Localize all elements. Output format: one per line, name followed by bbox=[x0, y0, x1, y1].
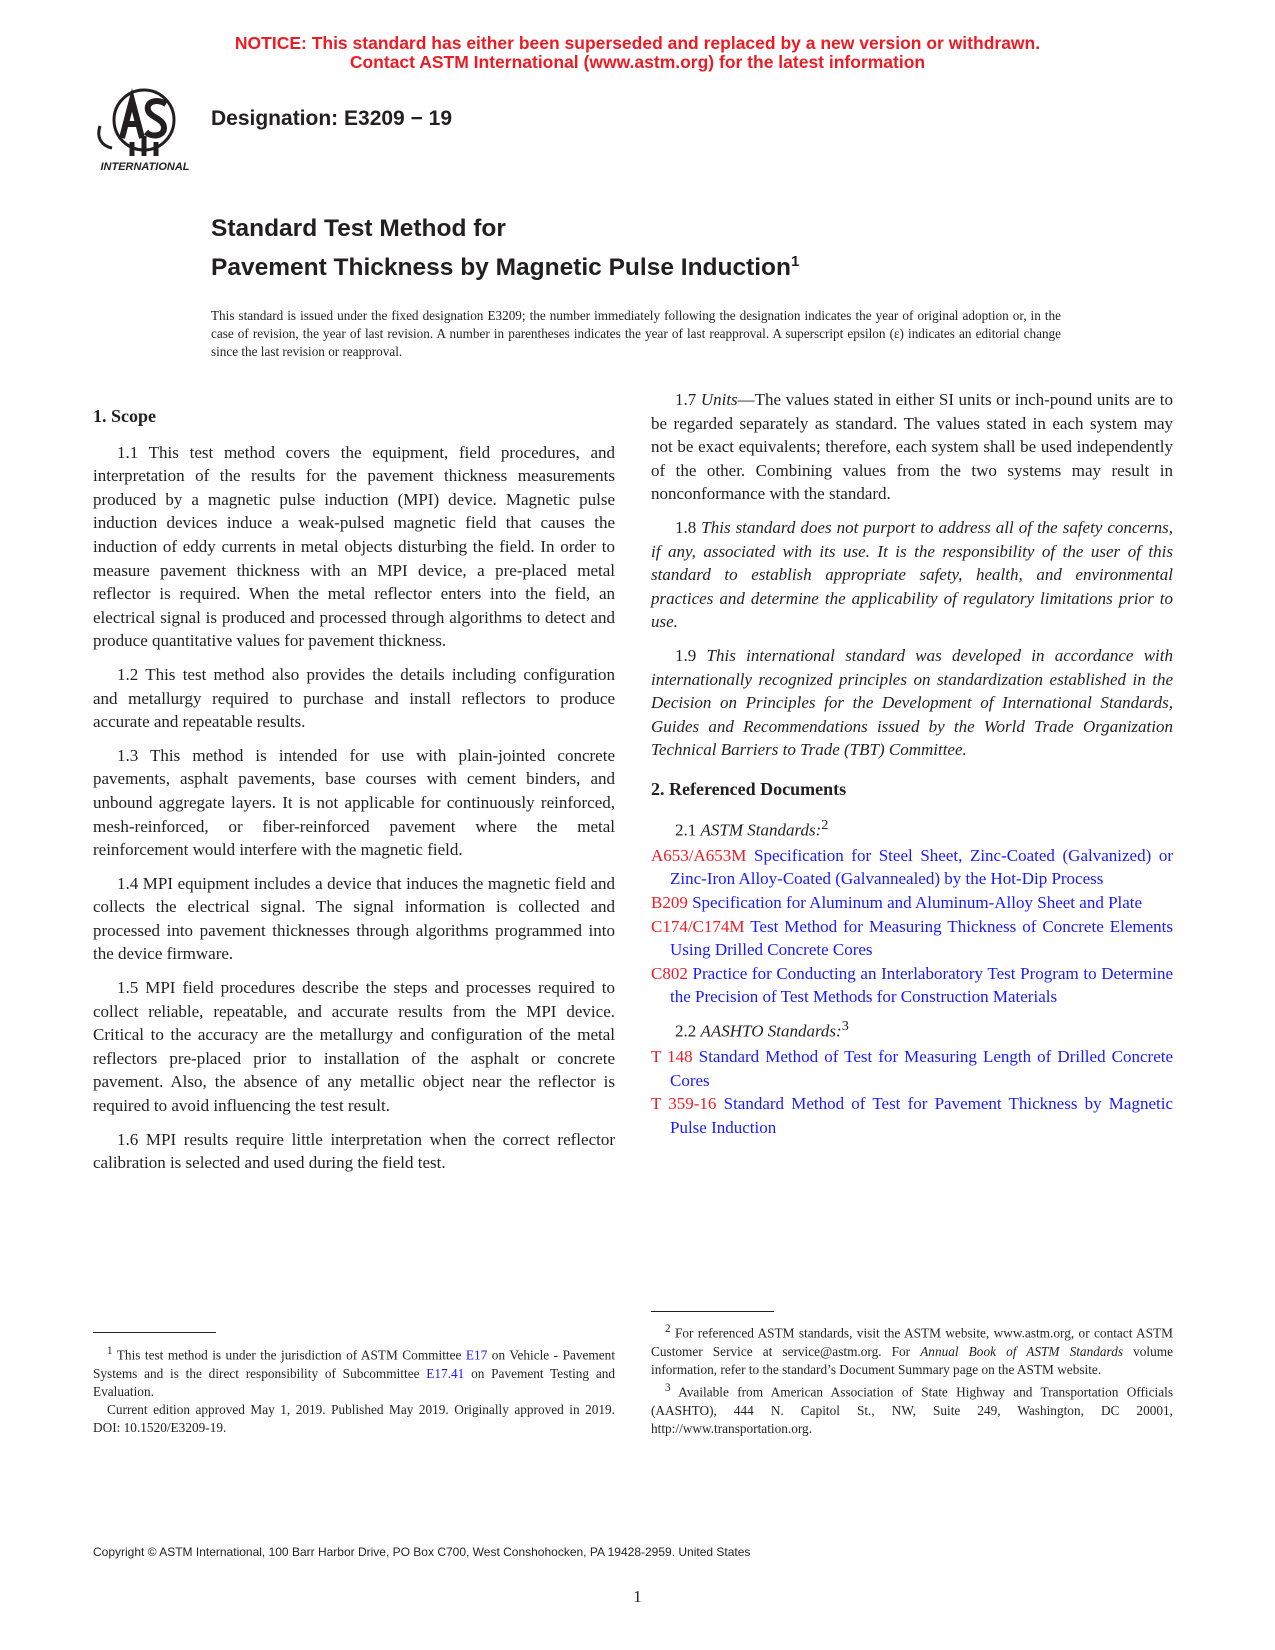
footnote-1-edition: Current edition approved May 1, 2019. Published May 2019. Originally approved in 2019. DOI: 10.1520/E3209-19. bbox=[93, 1402, 615, 1436]
page-number: 1 bbox=[633, 1587, 642, 1606]
referenced-documents-heading: 2. Referenced Documents bbox=[651, 778, 847, 799]
paragraph-1-8 bbox=[651, 516, 1173, 634]
p1-7-text: —The values stated in either SI units or inch-pound units are to be regarded separately as standard. The values stated in each system may not be exact equivalents; therefore, each system shall be used independently of the other. Combining values from the two systems may result in nonconformance with the standard. bbox=[651, 390, 1173, 504]
footnote-rule-left bbox=[93, 1332, 216, 1333]
p1-9-num: 1.9 bbox=[675, 645, 697, 665]
title-footnote-mark: 1 bbox=[791, 253, 800, 270]
logo-text: INTERNATIONAL bbox=[100, 161, 190, 173]
fn1-text-b: on Vehicle - Pavement Systems and is the direct responsibility of Subcommittee bbox=[93, 1347, 616, 1381]
astm-label: ASTM Standards: bbox=[700, 820, 822, 840]
subcommittee-e1741-link[interactable]: E17.41 bbox=[426, 1365, 465, 1381]
astm-standards-subheading bbox=[675, 814, 1173, 842]
astm-logo-icon bbox=[92, 86, 198, 176]
right-column bbox=[651, 388, 1173, 1140]
reference-item[interactable] bbox=[651, 1045, 1173, 1092]
fn3-text: Available from American Association of State Highway and Transportation Officials (AASHTO), 444 N. Capitol St., NW, Suite 249, Washington, DC 20001, http://www.transportation.org. bbox=[651, 1384, 1173, 1436]
title-line-2-text: Pavement Thickness by Magnetic Pulse Induction bbox=[211, 254, 791, 282]
reference-code[interactable]: T 148 bbox=[651, 1047, 693, 1067]
fn2-mark: 2 bbox=[665, 1323, 671, 1335]
p1-7-label: Units bbox=[700, 390, 738, 409]
astm-reference-list bbox=[651, 844, 1173, 1009]
aashto-reference-list bbox=[651, 1045, 1173, 1139]
reference-title[interactable]: Standard Method of Test for Pavement Thickness by Magnetic Pulse Induction bbox=[670, 1094, 1173, 1137]
fn1-text-a: This test method is under the jurisdiction of ASTM Committee bbox=[116, 1347, 462, 1363]
aashto-standards-subheading bbox=[675, 1015, 1173, 1043]
aashto-num: 2.2 bbox=[675, 1021, 697, 1041]
footnote-rule-right bbox=[651, 1311, 774, 1312]
astm-footnote-mark: 2 bbox=[821, 816, 829, 833]
paragraph-1-9 bbox=[651, 644, 1173, 762]
copyright-line: Copyright © ASTM International, 100 Barr Harbor Drive, PO Box C700, West Conshohocken, PA 19428-2959. United States bbox=[93, 1545, 751, 1559]
committee-e17-link[interactable]: E17 bbox=[465, 1347, 488, 1363]
reference-code[interactable]: A653/A653M bbox=[651, 845, 747, 865]
fn1-text-c: on Pavement Testing and Evaluation. bbox=[93, 1365, 616, 1399]
paragraph-1-3: 1.3 This method is intended for use with plain-jointed concrete pavements, asphalt pavements, base courses with cement binders, and unbound aggregate layers. It is not applicable for continuously reinforced, mesh-reinforced, or fiber-reinforced pavement where the metal reinforcement would interfere with the magnetic field. bbox=[93, 745, 615, 860]
paragraph-1-4: 1.4 MPI equipment includes a device that induces the magnetic field and collects the electrical signal. The signal information is collected and processed into pavement thicknesses through algorithms programmed into the device firmware. bbox=[93, 873, 615, 964]
reference-title[interactable]: Specification for Steel Sheet, Zinc-Coated (Galvanized) or Zinc-Iron Alloy-Coated (Galvannealed) by the Hot-Dip Process bbox=[670, 845, 1173, 889]
reference-item[interactable] bbox=[651, 1092, 1173, 1139]
footnote-3 bbox=[651, 1379, 1173, 1438]
fn1-mark: 1 bbox=[107, 1345, 113, 1357]
designation: Designation: E3209 − 19 bbox=[211, 107, 453, 130]
notice-line-1: NOTICE: This standard has either been superseded and replaced by a new version or withdrawn. bbox=[234, 33, 1041, 53]
reference-item[interactable] bbox=[651, 962, 1173, 1009]
reference-item[interactable] bbox=[651, 891, 1173, 915]
paragraph-1-2: 1.2 This test method also provides the details including configuration and metallurgy required to purchase and install reflectors to produce accurate and repeatable results. bbox=[93, 664, 615, 732]
scope-heading: 1. Scope bbox=[93, 406, 156, 426]
paragraph-1-5: 1.5 MPI field procedures describe the steps and processes required to collect reliable, repeatable, and accurate results from the MPI device. Critical to the accuracy are the metallurgy and configuration of the metal reflectors pre-placed prior to installation of the asphalt or concrete pavement. Also, the absence of any metallic object near the reflector is required to avoid influencing the test result. bbox=[93, 978, 615, 1116]
footnote-2 bbox=[651, 1320, 1173, 1379]
reference-code[interactable]: C802 bbox=[651, 963, 688, 983]
footnote-1-body bbox=[93, 1342, 615, 1401]
reference-title[interactable]: Test Method for Measuring Thickness of Concrete Elements Using Drilled Concrete Cores bbox=[670, 916, 1173, 960]
reference-code[interactable]: C174/C174M bbox=[651, 916, 745, 936]
title-line-1: Standard Test Method for bbox=[211, 215, 506, 242]
reference-item[interactable] bbox=[651, 844, 1173, 891]
reference-code[interactable]: B209 bbox=[651, 892, 688, 912]
reference-title[interactable]: Specification for Aluminum and Aluminum-Alloy Sheet and Plate bbox=[692, 892, 1143, 912]
paragraph-1-7 bbox=[651, 388, 1173, 506]
footnote-1 bbox=[93, 1342, 615, 1437]
fn2-text-a: For referenced ASTM standards, visit the ASTM website, www.astm.org, or contact ASTM Customer Service at service@astm.org. For bbox=[651, 1325, 1173, 1359]
reference-item[interactable] bbox=[651, 915, 1173, 962]
left-column bbox=[93, 405, 615, 1185]
aashto-label: AASHTO Standards: bbox=[700, 1021, 842, 1041]
paragraph-1-1: 1.1 This test method covers the equipment, field procedures, and interpretation of the results for the pavement thickness measurements produced by a magnetic pulse induction (MPI) device. Magnetic pulse induction devices induce a weak-pulsed magnetic field that causes the induction of eddy currents in metal objects disturbing the field. In order to measure pavement thickness with an MPI device, a pre-placed metal reflector is required. When the metal reflector enters into the field, an electrical signal is produced and processed through algorithms to detect and produce quantitative values for pavement thickness. bbox=[93, 442, 615, 651]
title-line-2 bbox=[211, 245, 799, 284]
fn2-italic: Annual Book of ASTM Standards bbox=[920, 1343, 1124, 1359]
reference-code[interactable]: T 359-16 bbox=[651, 1094, 717, 1114]
reference-title[interactable]: Standard Method of Test for Measuring Length of Drilled Concrete Cores bbox=[670, 1047, 1174, 1090]
astm-num: 2.1 bbox=[675, 820, 697, 840]
p1-8-text: This standard does not purport to address all of the safety concerns, if any, associated with its use. It is the responsibility of the user of this standard to establish appropriate safety, health, and environmental practices and determine the applicability of regulatory limitations prior to use. bbox=[651, 517, 1174, 632]
notice-line-2: Contact ASTM International (www.astm.org) for the latest information bbox=[349, 52, 926, 72]
document-title bbox=[211, 212, 799, 284]
p1-7-num: 1.7 bbox=[675, 390, 697, 409]
fn2-text-b: volume information, refer to the standard’s Document Summary page on the ASTM website. bbox=[651, 1343, 1173, 1377]
paragraph-1-6: 1.6 MPI results require little interpretation when the correct reflector calibration is selected and used during the field test. bbox=[93, 1129, 615, 1173]
p1-9-text: This international standard was developed in accordance with internationally recognized principles on standardization established in the Decision on Principles for the Development of International Standards, Guides and Recommendations issued by the World Trade Organization Technical Barriers to Trade (TBT) Committee. bbox=[651, 645, 1173, 760]
fn3-mark: 3 bbox=[665, 1382, 671, 1395]
issuance-statement: This standard is issued under the fixed designation E3209; the number immediately following the designation indicates the year of original adoption or, in the case of revision, the year of last revision. A number in parentheses indicates the year of last reapproval. A superscript epsilon (ε) indicates an editorial change since the last revision or reapproval. bbox=[211, 308, 1061, 359]
aashto-footnote-mark: 3 bbox=[841, 1017, 849, 1034]
p1-8-num: 1.8 bbox=[675, 517, 697, 537]
reference-title[interactable]: Practice for Conducting an Interlaboratory Test Program to Determine the Precision of Test Methods for Construction Materials bbox=[670, 963, 1173, 1007]
footnotes-right bbox=[651, 1320, 1173, 1438]
withdrawal-notice bbox=[0, 34, 1275, 72]
